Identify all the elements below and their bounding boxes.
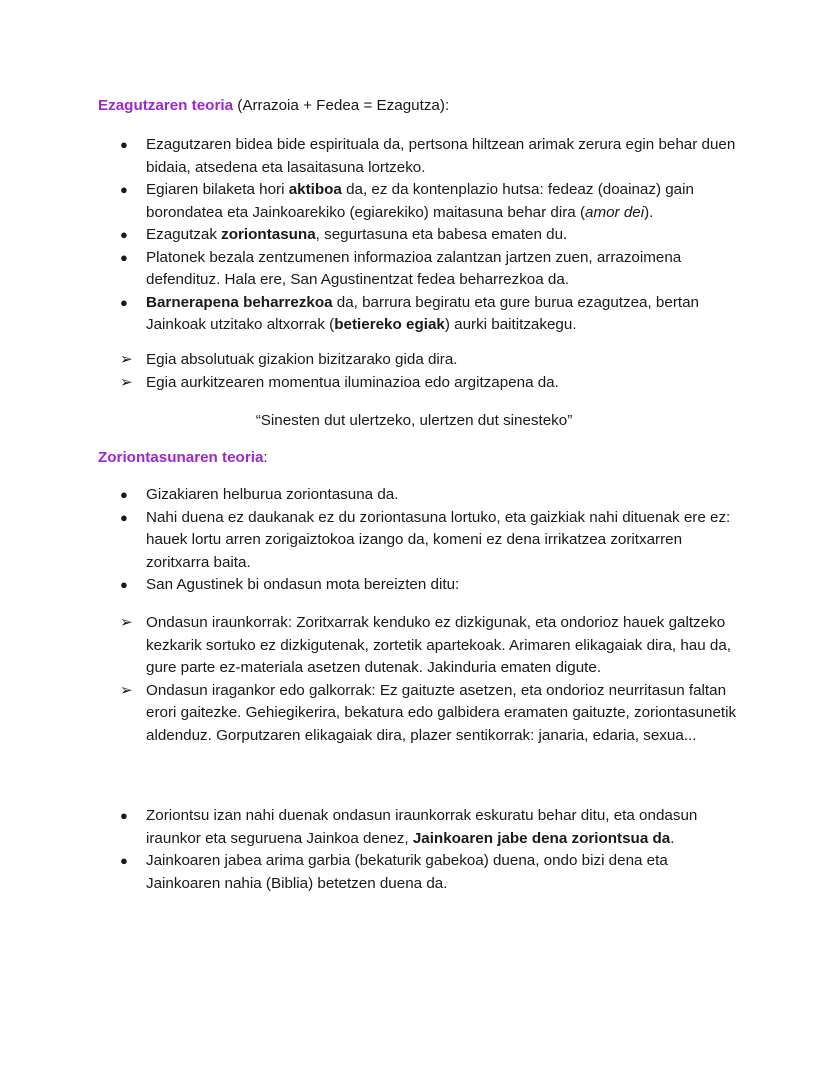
bullet-marker-icon: ●	[120, 509, 128, 525]
bullet-marker-icon: ●	[120, 808, 128, 823]
bold-text: betiereko egiak	[334, 316, 445, 333]
bullet-item	[98, 850, 738, 895]
item-text: Jainkoaren jabea arima garbia (bekaturik gabekoa) duena, ondo bizi dena eta Jainkoaren nahia (Biblia) betetzen duena da.	[146, 852, 668, 892]
item-text: Egia aurkitzearen momentua iluminazioa edo argitzapena da.	[146, 373, 559, 391]
section-heading: Zoriontasunaren teoria	[98, 449, 264, 466]
bullet-marker-icon: ●	[120, 249, 128, 265]
arrow-list	[98, 612, 738, 747]
item-text: ) aurki baititzakegu.	[444, 316, 577, 333]
item-text: Ondasun iraunkorrak: Zoritxarrak kenduko ez dizkigunak, eta ondorioz hauek galtzeko kezkarik sortuko ez dizkigutenak, zortetik apartekoak. Arimaren elikagaiak dira, hau da, gure parte ez-materiala asetzen dutenak. Jakinduria ematen digute.	[146, 614, 732, 676]
bullet-item	[98, 224, 738, 247]
arrow-item	[98, 372, 738, 395]
bold-text: Barnerapena beharrezkoa	[146, 293, 333, 311]
item-text: da, ez da kontenplazio hutsa: fedeaz (doainaz) gain borondatea eta Jainkoarekiko (egiarekiko) maitasuna behar dira (	[146, 181, 694, 221]
bullet-marker-icon: ●	[120, 487, 128, 502]
bullet-marker-icon: ●	[120, 227, 128, 242]
item-text: Egiaren bilaketa hori	[146, 181, 289, 198]
bullet-item	[98, 805, 738, 850]
section-heading-suffix: (Arrazoia + Fedea = Ezagutza):	[233, 97, 450, 114]
bullet-marker-icon: ●	[120, 577, 128, 592]
arrow-item	[98, 349, 738, 372]
item-text: , segurtasuna eta babesa ematen du.	[315, 226, 568, 243]
bullet-item	[98, 507, 738, 575]
bullet-item	[98, 179, 738, 224]
arrow-item	[98, 612, 738, 680]
arrow-marker-icon: ➢	[120, 614, 133, 631]
bullet-list	[98, 805, 738, 895]
item-text: .	[670, 829, 675, 847]
item-text: Gizakiaren helburua zoriontasuna da.	[146, 486, 399, 503]
bullet-item	[98, 292, 738, 337]
section-heading-suffix: :	[263, 449, 268, 466]
bullet-item	[98, 574, 738, 597]
italic-text: amor dei	[585, 203, 645, 221]
item-text: Egia absolutuak gizakion bizitzarako gida dira.	[146, 351, 458, 368]
bold-text: zoriontasuna	[221, 226, 316, 243]
bullet-list	[98, 134, 738, 337]
quote: “Sinesten dut ulertzeko, ulertzen dut sinesteko”	[255, 412, 573, 429]
bold-text: Jainkoaren jabe dena zoriontsua da	[412, 829, 671, 847]
item-text: San Agustinek bi ondasun mota bereizten ditu:	[146, 576, 460, 593]
item-text: Ezagutzaren bidea bide espirituala da, pertsona hiltzean arimak zerura egin behar duen bidaia, atsedena eta lasaitasuna lortzeko.	[146, 136, 736, 176]
bullet-marker-icon: ●	[120, 294, 128, 310]
bullet-list	[98, 484, 738, 597]
item-text: ).	[644, 203, 654, 221]
bullet-marker-icon: ●	[120, 853, 128, 868]
arrow-list	[98, 349, 738, 394]
arrow-marker-icon: ➢	[120, 681, 133, 699]
bullet-item	[98, 247, 738, 292]
arrow-item	[98, 680, 738, 748]
item-text: Ezagutzak	[146, 226, 222, 243]
item-text: Ondasun iragankor edo galkorrak: Ez gaituzte asetzen, eta ondorioz neurritasun faltan erori gaitezke. Gehiegikerira, bekatura edo galbidera eramaten gaituzte, zoriontasunetik aldenduz. Gorputzaren elikagaiak dira, plazer sentikorrak: janaria, edaria, sexua...	[146, 681, 737, 744]
bold-text: aktiboa	[288, 181, 342, 198]
section-heading: Ezagutzaren teoria	[98, 97, 234, 114]
section-heading-line	[98, 96, 449, 116]
bullet-item	[98, 484, 738, 507]
bullet-marker-icon: ●	[120, 182, 128, 197]
bullet-marker-icon: ●	[120, 137, 128, 152]
item-text: Platonek bezala zentzumenen informazioa zalantzan jartzen zuen, arrazoimena defendituz. Hala ere, San Agustinentzat fedea beharrezkoa da.	[146, 248, 682, 288]
item-text: Zoriontsu izan nahi duenak ondasun iraunkorrak eskuratu behar ditu, eta ondasun iraunkor eta seguruena Jainkoa denez,	[146, 807, 698, 847]
arrow-marker-icon: ➢	[120, 373, 133, 391]
bullet-item	[98, 134, 738, 179]
item-text: Nahi duena ez daukanak ez du zoriontasuna lortuko, eta gaizkiak nahi dituenak ere ez: hauek lortu arren zorigaiztokoa izango da, komeni ez dena irrikatzea zoritxarren zoritxarra baita.	[146, 508, 731, 571]
section-heading-line	[98, 448, 268, 468]
arrow-marker-icon: ➢	[120, 351, 133, 368]
item-text: da, barrura begiratu eta gure burua ezagutzea, bertan Jainkoak utzitako altxorrak (	[146, 293, 699, 333]
